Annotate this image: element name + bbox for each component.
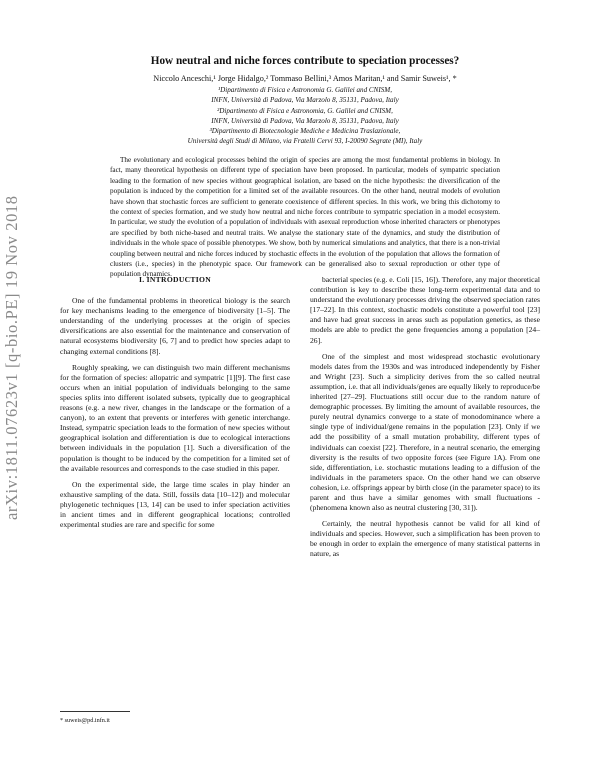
affiliation-line: Università degli Studi di Milano, via Fratelli Cervi 93, I-20090 Segrate (MI), Italy — [187, 137, 423, 146]
paragraph: One of the fundamental problems in theoretical biology is the search for key mechanisms leading to the emergence of biodiversity [1–5]. The understanding of the underlying processes at the origin of species diversifications are also essential for the maintenance and conservation of natural ecosystems biodiversity [6, 7] and to predict how species adapt to changing external conditions [8]. — [60, 296, 290, 356]
paragraph: On the experimental side, the large time scales in play hinder an exhaustive sampling of the data. Still, fossils data [10–12]) and molecular phylogenetic techniques [13, 14] can be used to infer speciation activities in ancient times and in different geographical locations; controlled experimental studies are rare and specific for some — [60, 479, 290, 530]
arxiv-stamp — [0, 0, 28, 776]
affiliation-line: ²Dipartimento di Fisica e Astronomia, G. Galilei and CNISM, — [217, 106, 393, 115]
paragraph: Certainly, the neutral hypothesis cannot be valid for all kind of individuals and species. However, such a simplification has been proven to be enough in order to explain the emergence of many statistical patterns in nature, as — [310, 519, 540, 559]
paragraph: bacterial species (e.g. e. Coli [15, 16]). Therefore, any major theoretical contribution is key to describe these long-term experimental data and to understand the evolutionary processes driving the observed speciation rates [17–22]. In this context, stochastic models constitute a powerful tool [23] and have had great success in areas such as population genetics, as these models are able to predict the gene frequencies among a population [24–26]. — [310, 275, 540, 345]
paragraph: Roughly speaking, we can distinguish two main different mechanisms for the formation of species: allopatric and sympatric [1][9]. The first case occurs when an initial population of individuals belonging to the same species splits into different isolated subsets, typically due to geographical reasons (e.g. a new river, changes in the landscape or the formation of a canyon), to an extent that prevents or interferes with genetic interchange. Instead, sympatric speciation leads to the formation of new species without geographical isolation and differentiation is due to ecological interactions between individuals in the population [1]. Such a diversification of the population is thought to be induced by the competition for a limited set of the available resources and corresponds to the case studied in this paper. — [60, 362, 290, 473]
footnote-email: * suweis@pd.infn.it — [60, 717, 110, 724]
affiliation-line: ¹Dipartimento di Fisica e Astronomia G. Galilei and CNISM, — [218, 86, 392, 94]
affiliations — [60, 85, 550, 147]
affiliation-line: INFN, Università di Padova, Via Marzolo 8, 35131, Padova, Italy — [211, 96, 399, 105]
affiliation-line: ³Dipartimento di Biotecnologie Mediche e Medicina Traslazionale, — [209, 127, 401, 136]
author-list: Niccolo Anceschi,¹ Jorge Hidalgo,² Tommaso Bellini,³ Amos Maritan,¹ and Samir Suweis¹, * — [153, 74, 457, 83]
right-column — [310, 275, 540, 560]
section-heading: I. INTRODUCTION — [138, 275, 211, 284]
paper-title: How neutral and niche forces contribute to speciation processes? — [150, 55, 460, 67]
left-column — [60, 275, 290, 530]
arxiv-id: arXiv:1811.07623v1 [q-bio.PE] 19 Nov 2018 — [2, 195, 21, 520]
abstract: The evolutionary and ecological processes behind the origin of species are among the most fundamental problems in biology. In fact, many theoretical hypothesis on different type of speciation have been proposed. In particular, models of sympatric speciation leading to the formation of new species without geographical isolation, are based on the niche hypothesis: the diversification of the population is induced by the competition for a limited set of the available resources. On the other hand, neutral models of evolution have shown that stochastic forces are sufficient to generate coexistence of different species. In this work, we bring this dichotomy to the context of species formation, and we study how neutral and niche forces contribute to sympatric speciation in a model ecosystem. In particular, we study the evolution of a population of individuals with asexual reproduction whose inherited characters or phenotypes are specified by both niche-based and neutral traits. We analyse the stationary state of the dynamics, and study the distribution of individuals in the whole space of possible phenotypes. We show, both by numerical simulations and analytics, that there is a non-trivial coupling between neutral and niche forces induced by stochastic effects in the evolution of the population that allows the formation of clusters (i.e., species) in the phenotypic space. Our framework can be generalised also to sexual reproduction or other type of population dynamics. — [110, 156, 500, 279]
affiliation-line: INFN, Università di Padova, Via Marzolo 8, 35131, Padova, Italy — [211, 116, 399, 125]
footnote-rule — [60, 711, 130, 712]
paragraph: One of the simplest and most widespread stochastic evolutionary models dates from the 1930s and was introduced independently by Fisher and Wright [23]. Such a simplicity derives from the so called neutral assumption, i.e. that all individuals/genes are equally likely to reproduce/be inherited [27–29]. Fluctuations still occur due to the random nature of demographic processes. By limiting the amount of available resources, the purely neutral dynamics converge to a state of monodominance where a single type of individual/gene remains in the population [23]. Only if we add the possibility of a small mutation probability, different types of individuals can coexist [22]. Therefore, in a neutral scenario, the emerging diversity is the results of two opposite forces (see Figure 1A). From one side, differentiation, i.e. stochastic mutations leading to a diffusion of the individuals in the parameters space. On the other hand we can observe cohesion, i.e. offsprings appear by birth close (in the parameter space) to its parent and thus have a similar genomes with small fluctuations - (phenomena known also as neutral clustering [30, 31]). — [310, 351, 540, 513]
